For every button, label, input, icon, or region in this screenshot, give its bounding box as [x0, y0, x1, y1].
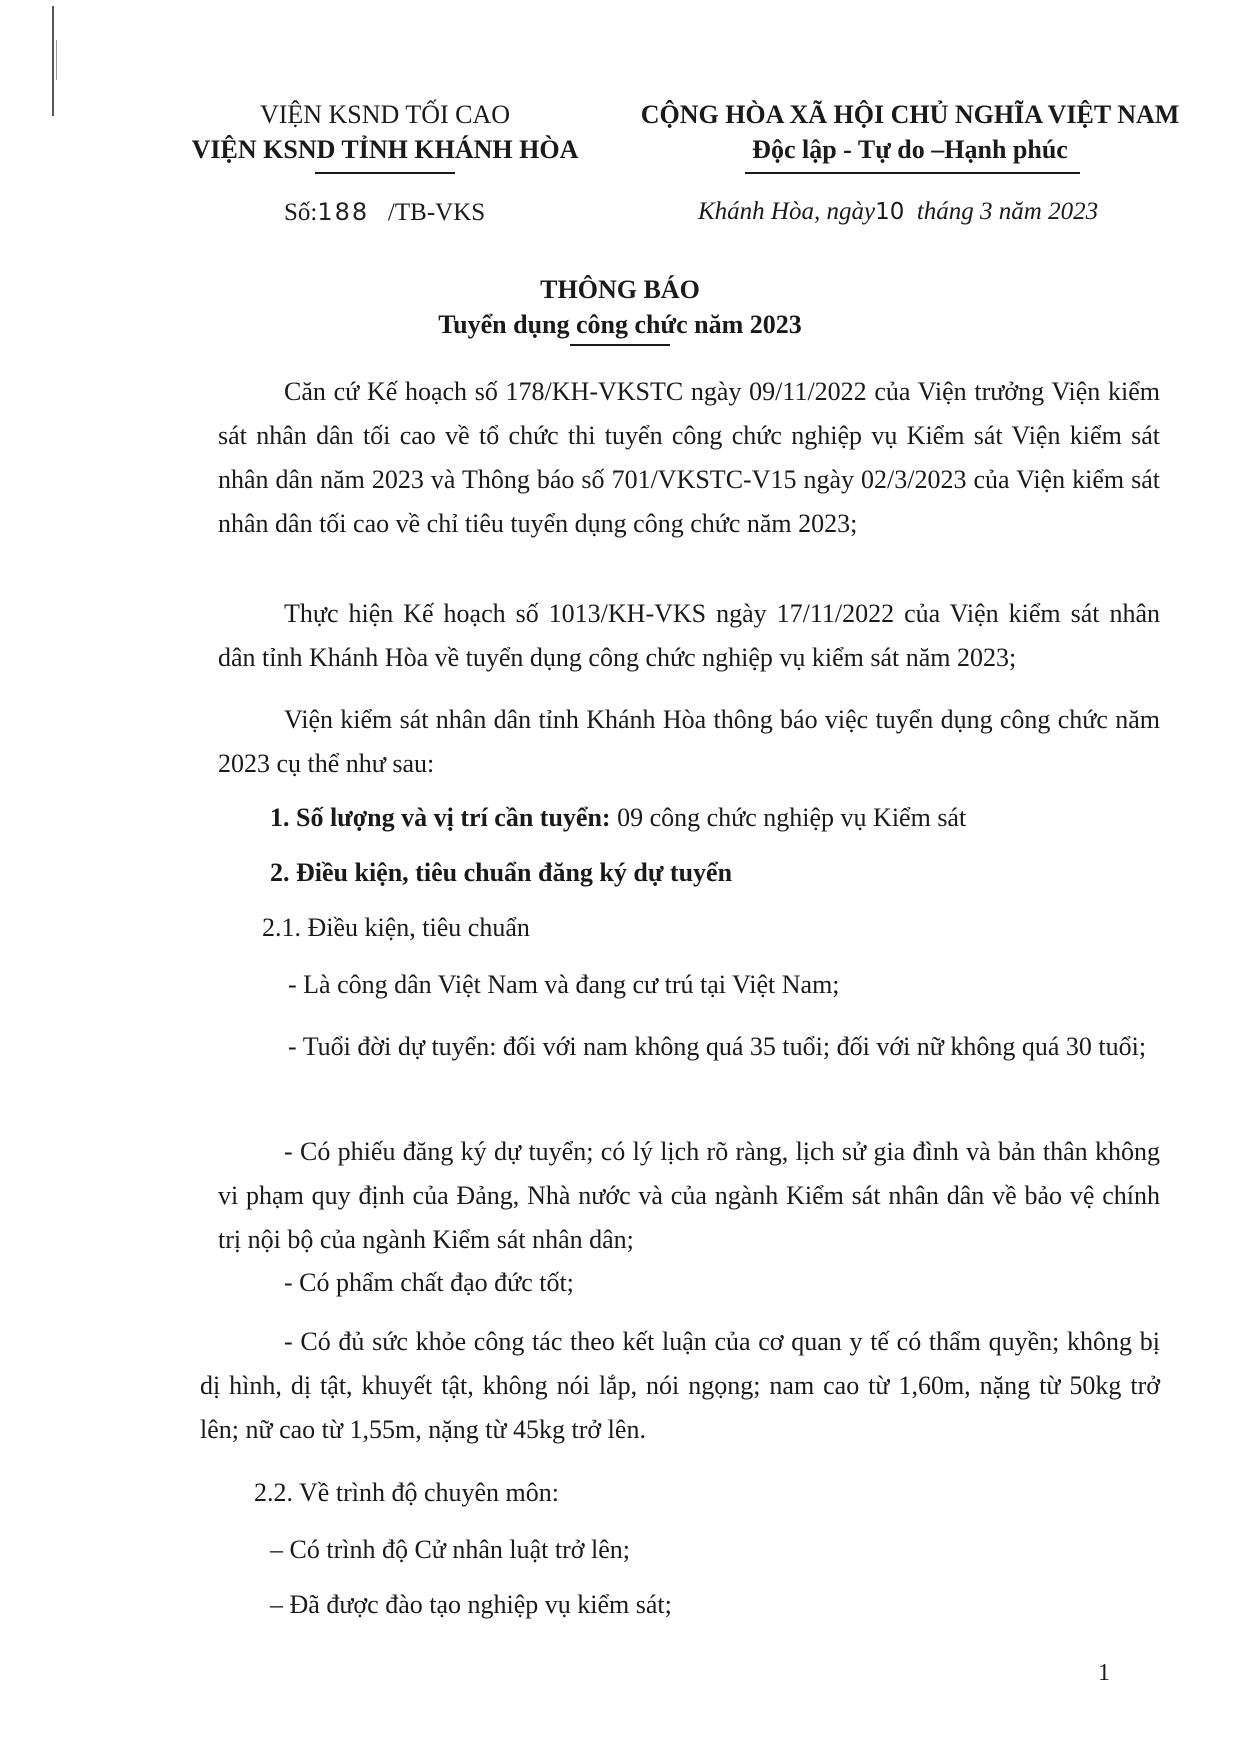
- bullet-health: [200, 1320, 1160, 1452]
- bullet-citizenship: - Là công dân Việt Nam và đang cư trú tại Việt Nam;: [288, 970, 840, 999]
- paragraph-text: - Có phiếu đăng ký dự tuyển; có lý lịch rõ ràng, lịch sử gia đình và bản thân không vi phạm quy định của Đảng, Nhà nước và của ngành Kiểm sát nhân dân về bảo vệ chính trị nội bộ của ngành Kiểm sát nhân dân;: [218, 1137, 1160, 1254]
- paragraph-text: Thực hiện Kế hoạch số 1013/KH-VKS ngày 17/11/2022 của Viện kiểm sát nhân dân tỉnh Khánh Hòa về tuyển dụng công chức nghiệp vụ kiểm sát năm 2023;: [218, 599, 1160, 672]
- date-place: Khánh Hòa, ngày: [698, 198, 876, 225]
- date-rest: tháng 3 năm 2023: [916, 198, 1099, 225]
- document-number: [284, 198, 485, 227]
- document-date: [698, 198, 1098, 226]
- bullet-age: [218, 1025, 1160, 1069]
- doc-number-suffix: /TB-VKS: [387, 199, 486, 226]
- bullet-background: [218, 1130, 1160, 1262]
- paragraph-announcement: [218, 698, 1160, 786]
- doc-number-handwritten: 188: [317, 198, 370, 226]
- paragraph-text: Căn cứ Kế hoạch số 178/KH-VKSTC ngày 09/11/2022 của Viện trưởng Viện kiểm sát nhân dân tối cao về tổ chức thi tuyển công chức nghiệp vụ Kiểm sát Viện kiểm sát nhân dân năm 2023 và Thông báo số 701/VKSTC-V15 ngày 02/3/2023 của Viện kiểm sát nhân dân tối cao về chỉ tiêu tuyển dụng công chức năm 2023;: [218, 377, 1160, 538]
- scan-edge-mark: [52, 6, 54, 116]
- section-1: [270, 803, 966, 833]
- paragraph-text: Viện kiểm sát nhân dân tỉnh Khánh Hòa thông báo việc tuyển dụng công chức năm 2023 cụ thể như sau:: [218, 705, 1160, 778]
- motto: Độc lập - Tự do –Hạnh phúc: [752, 135, 1068, 164]
- date-day-handwritten: 10: [875, 199, 905, 225]
- section-2-1-heading: 2.1. Điều kiện, tiêu chuẩn: [262, 913, 530, 942]
- agency-parent: VIỆN KSND TỐI CAO: [259, 100, 511, 129]
- bullet-procuracy-training: – Đã được đào tạo nghiệp vụ kiểm sát;: [270, 1590, 672, 1619]
- doc-number-prefix: Số:: [284, 199, 318, 226]
- paragraph-legal-basis: [218, 370, 1160, 546]
- paragraph-text: - Tuổi đời dự tuyển: đối với nam không quá 35 tuổi; đối với nữ không quá 30 tuổi;: [288, 1032, 1147, 1061]
- nation-name: CỘNG HÒA XÃ HỘI CHỦ NGHĨA VIỆT NAM: [640, 100, 1180, 129]
- agency-name: VIỆN KSND TỈNH KHÁNH HÒA: [191, 135, 579, 164]
- paragraph-text: - Có đủ sức khỏe công tác theo kết luận của cơ quan y tế có thẩm quyền; không bị dị hình, dị tật, khuyết tật, không nói lắp, nói ngọng; nam cao từ 1,60m, nặng từ 50kg trở lên; nữ cao từ 1,55m, nặng từ 45kg trở lên.: [200, 1327, 1160, 1444]
- scan-edge-mark: [56, 40, 57, 80]
- bullet-ethics: - Có phẩm chất đạo đức tốt;: [284, 1268, 574, 1297]
- document-title: [0, 272, 1240, 342]
- title-main: THÔNG BÁO: [540, 275, 700, 304]
- motto-underline: [745, 172, 1080, 174]
- bullet-law-degree: – Có trình độ Cử nhân luật trở lên;: [270, 1535, 631, 1564]
- section-1-text: 09 công chức nghiệp vụ Kiểm sát: [610, 803, 967, 832]
- page-number: 1: [1098, 1660, 1110, 1686]
- title-underline: [570, 344, 670, 346]
- section-2-heading: 2. Điều kiện, tiêu chuẩn đăng ký dự tuyển: [270, 858, 733, 887]
- paragraph-implementation: [218, 592, 1160, 680]
- section-1-label: 1. Số lượng và vị trí cần tuyển:: [270, 803, 611, 832]
- agency-underline: [315, 172, 455, 174]
- nation-block: [640, 97, 1180, 167]
- title-sub: Tuyển dụng công chức năm 2023: [438, 310, 802, 339]
- agency-block: [150, 97, 620, 167]
- section-2-2-heading: 2.2. Về trình độ chuyên môn:: [254, 1478, 559, 1507]
